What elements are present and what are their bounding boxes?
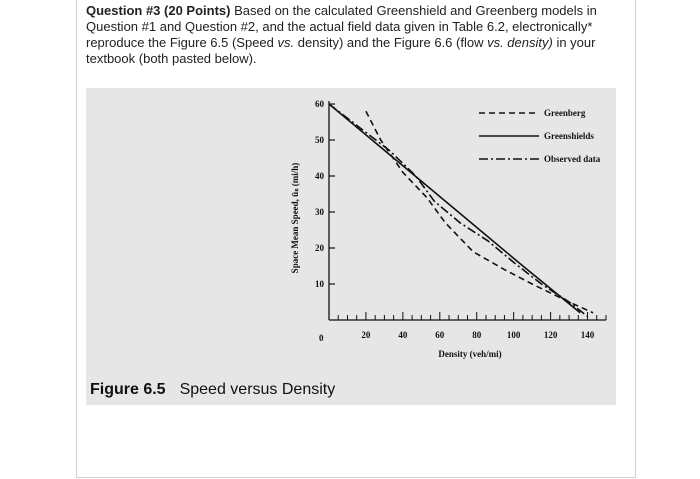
x-tick-label: 100 xyxy=(506,330,521,340)
series-line-greenberg xyxy=(366,111,593,313)
figure-title: Speed versus Density xyxy=(179,381,336,398)
x-axis-title: Density (veh/mi) xyxy=(438,349,502,359)
y-tick-label: 60 xyxy=(315,99,324,109)
x-tick-label: 20 xyxy=(361,330,371,340)
x-tick-label: 60 xyxy=(435,330,445,340)
legend-label: Greenberg xyxy=(544,108,586,118)
y-axis-title: Space Mean Speed, ūₛ (mi/h) xyxy=(290,162,300,274)
origin-label: 0 xyxy=(319,333,324,343)
speed-density-chart xyxy=(86,88,616,405)
y-tick-label: 20 xyxy=(315,243,324,253)
question-title: Question #3 (20 Points) xyxy=(86,3,231,18)
figure-number: Figure 6.5 xyxy=(90,381,166,398)
question-body-3: in your textbook (both pasted below). xyxy=(86,35,596,66)
y-tick-label: 30 xyxy=(315,207,324,217)
legend-label: Observed data xyxy=(544,154,601,164)
question-text xyxy=(86,3,620,67)
figure-panel xyxy=(86,88,616,405)
y-tick-label: 40 xyxy=(315,171,324,181)
question-body-2: density) and the Figure 6.6 (flow xyxy=(294,35,488,50)
question-vs-2: vs. density) xyxy=(487,35,553,50)
question-body-1: Based on the calculated Greenshield and Greenberg models in Question #1 and Question #2, and the actual field data given in Table 6.2, electronically* reproduce the Figure 6.5 (Speed xyxy=(86,3,597,50)
y-tick-label: 10 xyxy=(315,279,324,289)
x-tick-label: 40 xyxy=(398,330,408,340)
figure-caption xyxy=(90,381,335,399)
legend-label: Greenshields xyxy=(544,131,594,141)
series-line-greenshields xyxy=(329,104,580,313)
x-tick-label: 140 xyxy=(580,330,595,340)
question-vs-1: vs. xyxy=(277,35,295,50)
y-tick-label: 50 xyxy=(315,135,324,145)
x-tick-label: 120 xyxy=(543,330,558,340)
x-tick-label: 80 xyxy=(472,330,482,340)
legend xyxy=(479,108,601,164)
